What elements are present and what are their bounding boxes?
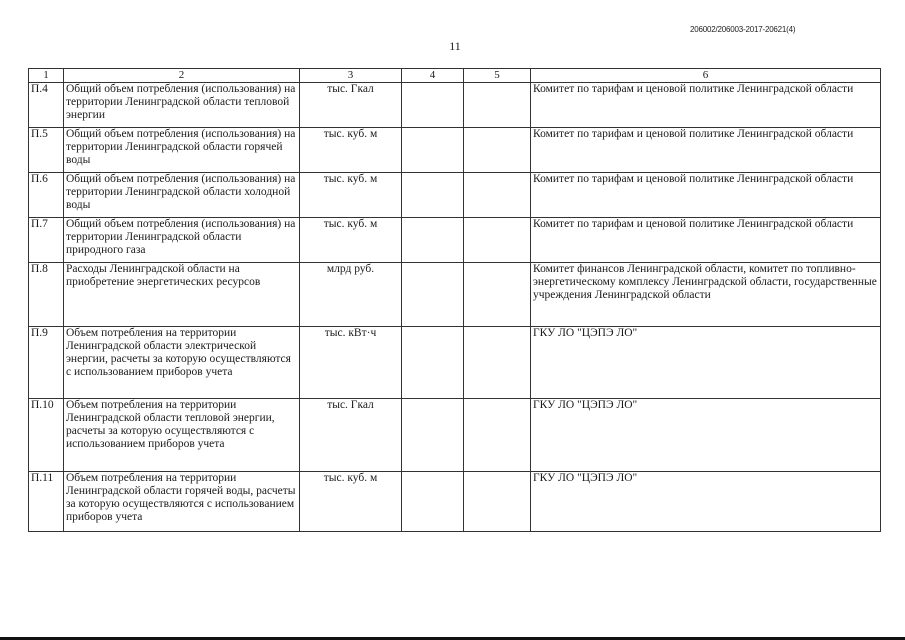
column-header: 1 <box>29 69 64 83</box>
column-5-cell <box>464 472 531 532</box>
indicator-name: Объем потребления на территории Ленинградской области тепловой энергии, расчеты за которую осуществляются с использованием приборов учета <box>64 399 300 472</box>
indicators-table <box>28 68 881 532</box>
table-row <box>29 472 881 532</box>
column-5-cell <box>464 173 531 218</box>
responsible-cell: Комитет по тарифам и ценовой политике Ленинградской области <box>531 218 881 263</box>
indicator-name: Общий объем потребления (использования) на территории Ленинградской области холодной воды <box>64 173 300 218</box>
row-number: П.8 <box>29 263 64 327</box>
table-row <box>29 263 881 327</box>
indicator-name: Общий объем потребления (использования) на территории Ленинградской области природного газа <box>64 218 300 263</box>
column-header: 5 <box>464 69 531 83</box>
table-row <box>29 173 881 218</box>
row-number: П.6 <box>29 173 64 218</box>
unit-cell: тыс. куб. м <box>300 173 402 218</box>
responsible-cell: Комитет финансов Ленинградской области, комитет по топливно-энергетическому комплексу Ленинградской области, государственные учреждения Ленинградской области <box>531 263 881 327</box>
table-row <box>29 327 881 399</box>
column-5-cell <box>464 218 531 263</box>
unit-cell: тыс. Гкал <box>300 399 402 472</box>
table-row <box>29 399 881 472</box>
responsible-cell: Комитет по тарифам и ценовой политике Ленинградской области <box>531 128 881 173</box>
unit-cell: тыс. Гкал <box>300 83 402 128</box>
column-4-cell <box>402 399 464 472</box>
column-4-cell <box>402 83 464 128</box>
indicator-name: Объем потребления на территории Ленинградской области электрической энергии, расчеты за которую осуществляются с использованием приборов учета <box>64 327 300 399</box>
unit-cell: млрд руб. <box>300 263 402 327</box>
indicator-name: Расходы Ленинградской области на приобретение энергетических ресурсов <box>64 263 300 327</box>
page-number: 11 <box>449 39 461 53</box>
column-5-cell <box>464 327 531 399</box>
row-number: П.11 <box>29 472 64 532</box>
unit-cell: тыс. куб. м <box>300 128 402 173</box>
unit-cell: тыс. кВт·ч <box>300 327 402 399</box>
table-row <box>29 218 881 263</box>
column-4-cell <box>402 263 464 327</box>
indicator-name: Объем потребления на территории Ленинградской области горячей воды, расчеты за которую осуществляются с использованием приборов учета <box>64 472 300 532</box>
row-number: П.7 <box>29 218 64 263</box>
column-5-cell <box>464 83 531 128</box>
column-header: 3 <box>300 69 402 83</box>
responsible-cell: ГКУ ЛО "ЦЭПЭ ЛО" <box>531 472 881 532</box>
column-5-cell <box>464 263 531 327</box>
column-4-cell <box>402 218 464 263</box>
column-4-cell <box>402 327 464 399</box>
document-code: 206002/206003-2017-20621(4) <box>690 25 796 34</box>
table-header-row <box>29 69 881 83</box>
unit-cell: тыс. куб. м <box>300 472 402 532</box>
column-header: 2 <box>64 69 300 83</box>
responsible-cell: Комитет по тарифам и ценовой политике Ленинградской области <box>531 83 881 128</box>
table-row <box>29 83 881 128</box>
column-4-cell <box>402 173 464 218</box>
row-number: П.5 <box>29 128 64 173</box>
row-number: П.10 <box>29 399 64 472</box>
indicator-name: Общий объем потребления (использования) на территории Ленинградской области горячей воды <box>64 128 300 173</box>
column-4-cell <box>402 128 464 173</box>
column-5-cell <box>464 399 531 472</box>
unit-cell: тыс. куб. м <box>300 218 402 263</box>
row-number: П.9 <box>29 327 64 399</box>
responsible-cell: ГКУ ЛО "ЦЭПЭ ЛО" <box>531 327 881 399</box>
row-number: П.4 <box>29 83 64 128</box>
column-header: 4 <box>402 69 464 83</box>
responsible-cell: ГКУ ЛО "ЦЭПЭ ЛО" <box>531 399 881 472</box>
column-4-cell <box>402 472 464 532</box>
responsible-cell: Комитет по тарифам и ценовой политике Ленинградской области <box>531 173 881 218</box>
column-header: 6 <box>531 69 881 83</box>
column-5-cell <box>464 128 531 173</box>
table-row <box>29 128 881 173</box>
indicator-name: Общий объем потребления (использования) на территории Ленинградской области тепловой энергии <box>64 83 300 128</box>
